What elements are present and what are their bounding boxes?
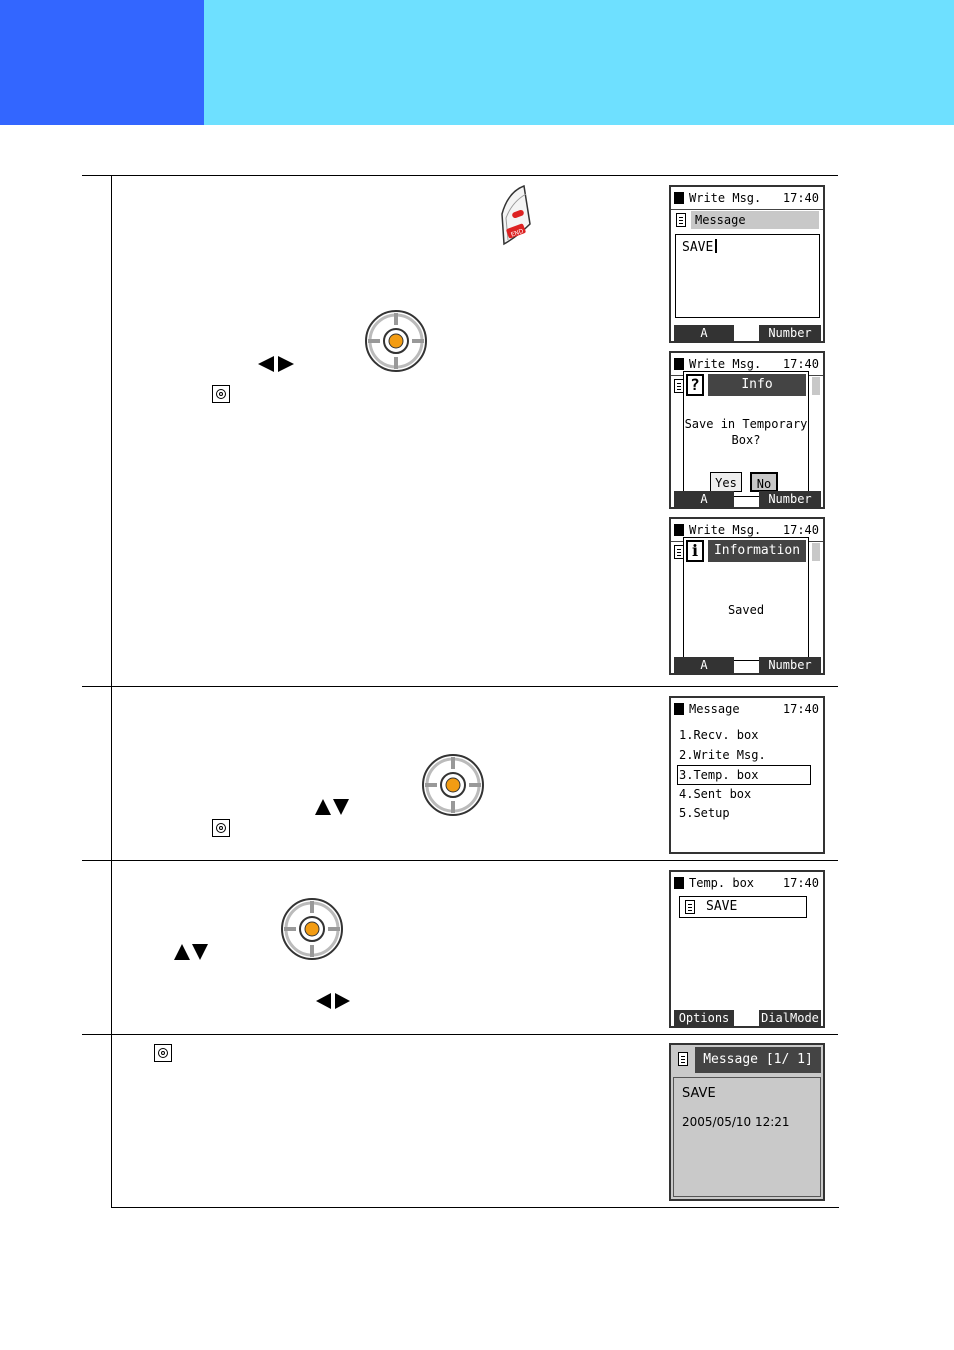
message-view-title: Message [1/ 1] — [695, 1047, 821, 1073]
softkey-left[interactable]: A — [674, 325, 734, 341]
confirm-dialog — [683, 371, 809, 497]
dialog-message: Saved — [727, 603, 765, 617]
left-right-arrows-icon — [258, 356, 294, 372]
table-step-divider — [111, 175, 112, 1207]
screen-title: Temp. box — [689, 876, 755, 890]
softkey-right[interactable]: Number — [759, 491, 821, 507]
menu-item-temp-box[interactable]: 3.Temp. box — [677, 765, 811, 785]
screen-title: Message — [689, 702, 740, 716]
header-band-left — [0, 0, 204, 125]
menu-item-write-msg[interactable]: 2.Write Msg. — [679, 747, 766, 762]
table-top-rule — [82, 175, 838, 176]
svg-text:END: END — [510, 227, 525, 239]
screen-title-bar — [671, 698, 823, 720]
list-item[interactable] — [679, 896, 807, 918]
table-bottom-rule — [111, 1207, 839, 1208]
information-dialog — [683, 537, 809, 661]
center-select-key-icon — [154, 1044, 172, 1062]
clock: 17:40 — [782, 876, 819, 890]
phone-screen-message-view — [669, 1043, 825, 1201]
row-divider-3 — [82, 1034, 838, 1035]
header-band-right — [204, 0, 954, 125]
screen-title-bar — [671, 187, 823, 210]
document-icon — [676, 213, 686, 227]
clock: 17:40 — [782, 357, 819, 371]
softkey-left[interactable]: A — [674, 657, 734, 673]
info-icon: i — [686, 540, 704, 562]
navigation-pad-icon — [421, 753, 485, 817]
scrollbar — [812, 377, 820, 395]
dialog-message-line1: Save in Temporary — [684, 417, 808, 431]
question-icon: ? — [686, 374, 704, 396]
message-text: SAVE — [682, 240, 714, 255]
phone-screen-write-message — [669, 185, 825, 343]
document-icon — [678, 1052, 688, 1066]
dialog-title: Info — [708, 374, 806, 396]
menu-item-setup[interactable]: 5.Setup — [679, 806, 730, 820]
message-field-label: Message — [691, 211, 819, 229]
status-block-icon — [674, 877, 684, 889]
navigation-pad-icon — [364, 309, 428, 373]
row-divider-2 — [82, 860, 838, 861]
status-block-icon — [674, 192, 684, 204]
row-divider-1 — [82, 686, 838, 687]
navigation-pad-icon — [280, 897, 344, 961]
end-key-icon — [498, 184, 534, 250]
text-cursor — [715, 239, 717, 253]
message-body-text: SAVE — [682, 1086, 716, 1101]
dialog-header — [684, 538, 808, 564]
softkey-right[interactable]: Number — [759, 325, 821, 341]
center-select-key-icon — [212, 385, 230, 403]
phone-screen-message-menu — [669, 696, 825, 854]
document-icon — [685, 900, 695, 914]
clock: 17:40 — [782, 191, 819, 205]
softkey-left[interactable]: A — [674, 491, 734, 507]
status-block-icon — [674, 703, 684, 715]
screen-title: Write Msg. — [689, 523, 762, 537]
screen-title-bar — [671, 872, 823, 894]
message-timestamp: 2005/05/10 12:21 — [682, 1115, 790, 1129]
phone-screen-temp-box — [669, 870, 825, 1028]
up-down-arrows-icon — [174, 944, 208, 960]
center-select-key-icon — [212, 819, 230, 837]
screen-title: Write Msg. — [689, 191, 762, 205]
yes-button[interactable]: Yes — [710, 472, 742, 492]
phone-screen-saved-info — [669, 517, 825, 675]
menu-item-recv-box[interactable]: 1.Recv. box — [679, 728, 759, 742]
screen-title: Write Msg. — [689, 357, 762, 371]
message-menu — [677, 726, 811, 824]
softkey-right[interactable]: Number — [759, 657, 821, 673]
message-view-body — [673, 1077, 821, 1197]
list-item-label: SAVE — [706, 899, 738, 914]
dialog-message — [684, 416, 808, 448]
up-down-arrows-icon — [315, 799, 349, 815]
message-text-input[interactable] — [675, 234, 820, 318]
phone-screen-save-confirm — [669, 351, 825, 509]
status-block-icon — [674, 358, 684, 370]
softkey-dialmode[interactable]: DialMode — [759, 1010, 821, 1026]
dialog-header — [684, 372, 808, 398]
status-block-icon — [674, 524, 684, 536]
no-button[interactable]: No — [750, 472, 778, 492]
scrollbar — [812, 543, 820, 561]
left-right-arrows-icon — [316, 993, 350, 1009]
dialog-title: Information — [708, 540, 806, 562]
clock: 17:40 — [782, 702, 819, 716]
dialog-message-line2: Box? — [731, 433, 761, 447]
menu-item-sent-box[interactable]: 4.Sent box — [679, 786, 752, 801]
softkey-options[interactable]: Options — [674, 1010, 734, 1026]
clock: 17:40 — [782, 523, 819, 537]
